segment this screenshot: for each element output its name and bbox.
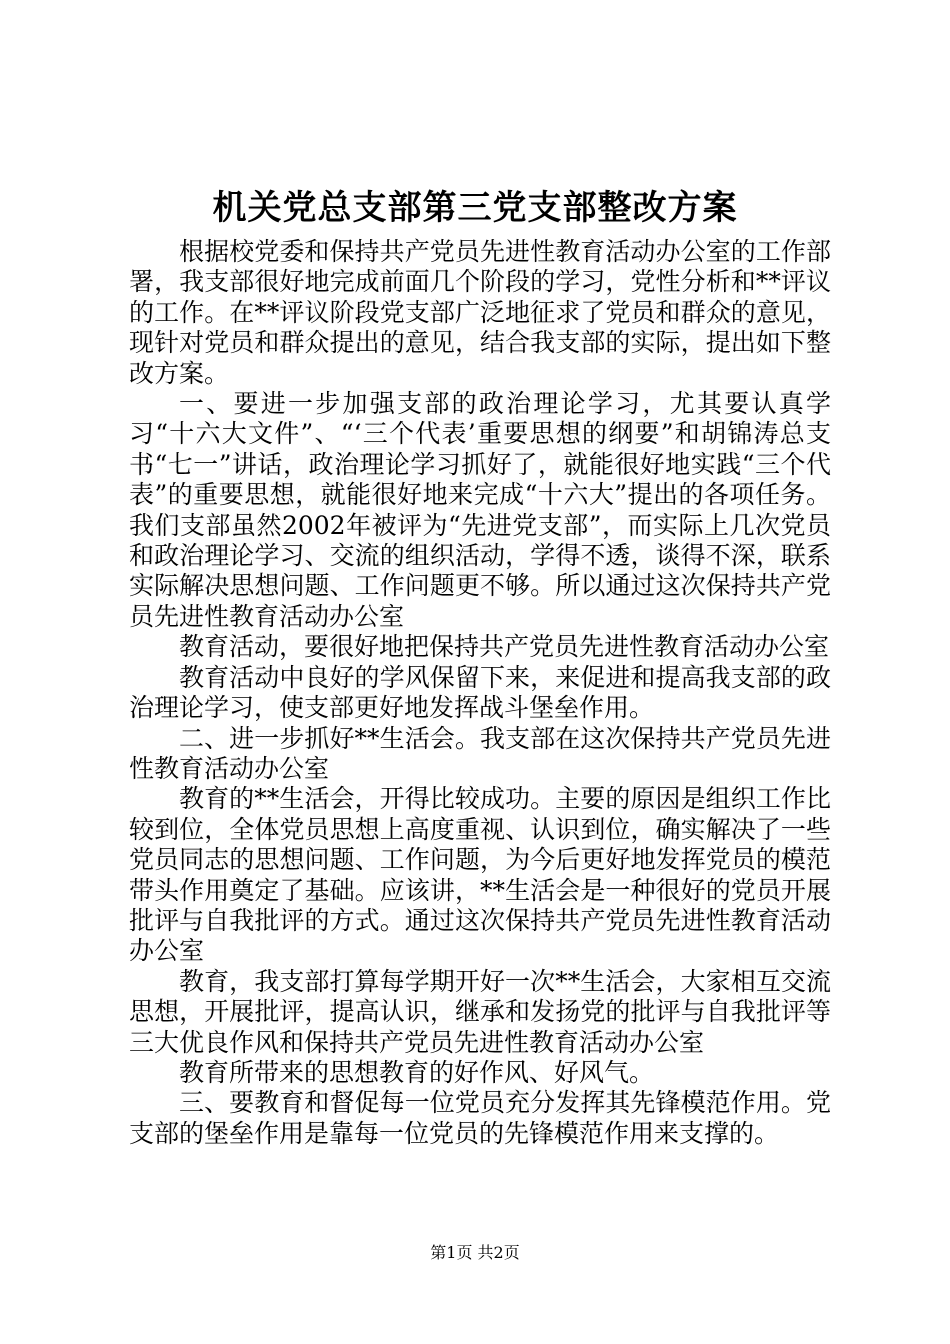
paragraph-section-1-study-style: 教育活动中良好的学风保留下来，来促进和提高我支部的政治理论学习，使支部更好地发挥战斗堡垒作用。: [129, 662, 831, 723]
paragraph-section-2: 二、进一步抓好**生活会。我支部在这次保持共产党员先进性教育活动办公室: [129, 723, 831, 783]
document-body: [129, 237, 831, 1149]
paragraph-section-1-continued: 教育活动，要很好地把保持共产党员先进性教育活动办公室: [179, 632, 830, 662]
paragraph-section-3: 三、要教育和督促每一位党员充分发挥其先锋模范作用。党支部的堡垒作用是靠每一位党员的先锋模范作用来支撑的。: [129, 1088, 831, 1148]
paragraph-section-1: 一、要进一步加强支部的政治理论学习，尤其要认真学习“十六大文件”、“‘三个代表’重要思想的纲要”和胡锦涛总支书“七一”讲话，政治理论学习抓好了，就能很好地实践“三个代表”的重要思想，就能很好地来完成“十六大”提出的各项任务。我们支部虽然2002年被评为“先进党支部”，而实际上几次党员和政治理论学习、交流的组织活动，学得不透，谈得不深，联系实际解决思想问题、工作问题更不够。所以通过这次保持共产党员先进性教育活动办公室: [129, 389, 831, 631]
paragraph-section-2-conclusion: 教育所带来的思想教育的好作风、好风气。: [179, 1057, 655, 1087]
paragraph-intro: 根据校党委和保持共产党员先进性教育活动办公室的工作部署，我支部很好地完成前面几个阶段的学习，党性分析和**评议的工作。在**评议阶段党支部广泛地征求了党员和群众的意见，现针对党员和群众提出的意见，结合我支部的实际，提出如下整改方案。: [129, 237, 831, 388]
paragraph-section-2-meeting: 教育的**生活会，开得比较成功。主要的原因是组织工作比较到位，全体党员思想上高度重视、认识到位，确实解决了一些党员同志的思想问题、工作问题，为今后更好地发挥党员的模范带头作用奠定了基础。应该讲，**生活会是一种很好的党员开展批评与自我批评的方式。通过这次保持共产党员先进性教育活动办公室: [129, 784, 831, 966]
paragraph-section-2-plan: 教育，我支部打算每学期开好一次**生活会，大家相互交流思想，开展批评，提高认识，继承和发扬党的批评与自我批评等三大优良作风和保持共产党员先进性教育活动办公室: [129, 966, 831, 1057]
document-title: 机关党总支部第三党支部整改方案: [212, 188, 738, 228]
page-number-footer: 第1页 共2页: [430, 1243, 520, 1262]
